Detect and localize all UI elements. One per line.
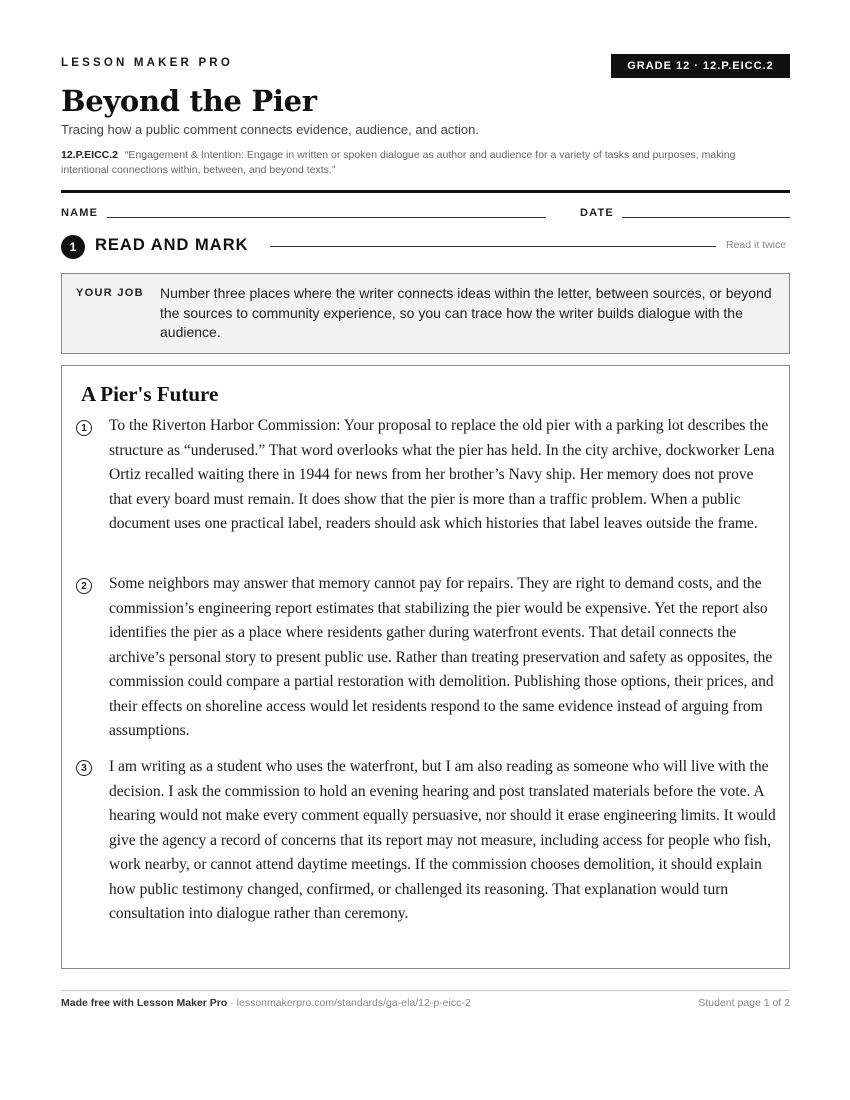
date-field[interactable] [622,217,790,218]
date-label: DATE [580,207,614,219]
footer-divider [61,990,790,991]
worksheet-subtitle: Tracing how a public comment connects evidence, audience, and action. [61,122,479,137]
reading-passage [61,365,790,969]
brand-name: LESSON MAKER PRO [61,57,233,69]
standard-text: “Engagement & Intention: Engage in written or spoken dialogue as author and audience for a variety of tasks and purposes, making intentional connections within, between, and beyond texts.” [61,149,736,176]
passage-title: A Pier's Future [81,382,219,406]
task-text: Number three places where the writer connects ideas within the letter, between sources, or beyond the sources to community experience, so you can trace how the writer builds dialogue with the audience. [160,285,772,340]
paragraph-number-3: 3 [76,760,92,776]
name-label: NAME [61,207,99,219]
paragraph-3: I am writing as a student who uses the waterfront, but I am also reading as someone who will live with the decision. I ask the commission to hold an evening hearing and post translated materials before the vote. A hearing would not make every comment equally persuasive, nor should it erase engineering limits. It would give the agency a record of concerns that its report may not measure, including access for people who fish, work nearby, or cannot attend daytime meetings. If the commission chooses demolition, it should explain how public testimony changed, confirmed, or challenged its reasoning. That explanation would turn consultation into dialogue rather than ceremony. [109,758,776,922]
footer-separator: · [230,997,237,1009]
name-field[interactable] [107,217,546,218]
section-divider [270,246,716,247]
section-title: READ AND MARK [95,236,249,254]
header-divider [61,190,790,193]
standard-description [61,148,781,178]
section-number-badge: 1 [61,235,85,259]
task-label: YOUR JOB [76,287,144,299]
worksheet-title: Beyond the Pier [61,84,317,118]
footer-credit [61,997,471,1009]
footer-url[interactable]: lessonmakerpro.com/standards/ga-ela/12-p-eicc-2 [236,997,471,1009]
paragraph-1: To the Riverton Harbor Commission: Your proposal to replace the old pier with a parking lot describes the structure as “underused.” That word overlooks what the pier has held. In the city archive, dockworker Lena Ortiz recalled waiting there in 1944 for news from her brother’s Navy ship. Her memory does not prove that every board must remain. It does show that the pier is more than a traffic problem. When a public document uses one practical label, readers should ask which histories that label leaves outside the frame. [109,417,775,532]
footer-made-with: Made free with Lesson Maker Pro [61,997,228,1009]
grade-badge: GRADE 12 · 12.P.EICC.2 [611,54,790,78]
section-note: Read it twice [726,239,787,251]
paragraph-number-2: 2 [76,578,92,594]
page-indicator: Student page 1 of 2 [698,997,790,1009]
task-instructions-box [61,273,790,354]
paragraph-2: Some neighbors may answer that memory cannot pay for repairs. They are right to demand costs, and the commission’s engineering report estimates that stabilizing the pier would be expensive. Yet the report also identifies the pier as a place where residents gather during waterfront events. That detail connects the archive’s personal story to present public use. Rather than treating preservation and safety as opposites, the commission could compare a partial restoration with demolition. Publishing those options, their prices, and their effects on shoreline access would let residents respond to the same evidence instead of arguing from assumptions. [109,575,774,739]
paragraph-number-1: 1 [76,420,92,436]
standard-code: 12.P.EICC.2 [61,149,119,161]
